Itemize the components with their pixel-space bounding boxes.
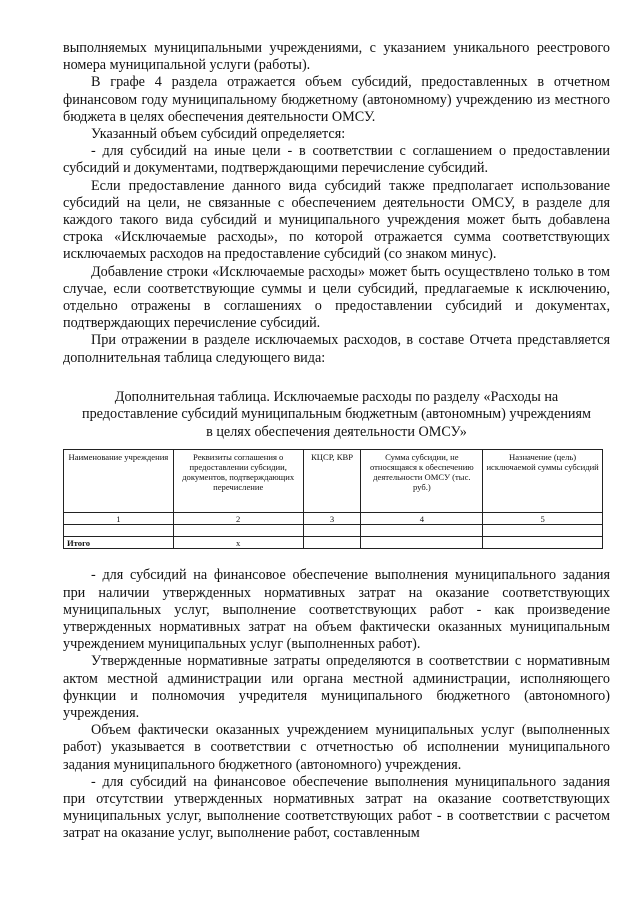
header-cell: Реквизиты соглашения о предоставлении субсидии, документов, подтверждающих перечисление [173, 450, 303, 513]
empty-cell [483, 537, 603, 549]
header-cell: Сумма субсидии, не относящаяся к обеспечению деятельности ОМСУ (тыс. руб.) [361, 450, 483, 513]
header-cell: КЦСР, КВР [303, 450, 361, 513]
column-number-cell: 5 [483, 513, 603, 525]
table-header-row [64, 450, 603, 513]
paragraph-normative-defined: Утвержденные нормативные затраты определяются в соответствии с нормативным актом местной администрации или органа местной администрации, исполняющего функции и полномочия учредителя муниципального бюджетного (автономного) учреждения. [63, 653, 610, 721]
paragraph-column-4: В графе 4 раздела отражается объем субсидий, предоставленных в отчетном финансовом году муниципальному бюджетному (автономному) учреждению из местного бюджета в целях обеспечения деятельности ОМСУ. [63, 74, 610, 125]
column-number-cell: 4 [361, 513, 483, 525]
paragraph-adding-row: Добавление строки «Исключаемые расходы» может быть осуществлено только в том случае, если соответствующие суммы и цели субсидий, предлагаемые к исключению, отдельно отражены в соглашениях о предоставлении субсидий и документах, подтверждающих перечисление субсидий. [63, 263, 610, 332]
header-cell: Назначение (цель) исключаемой суммы субсидий [483, 450, 603, 513]
paragraph-additional-table-intro: При отражении в разделе исключаемых расходов, в составе Отчета представляется дополнительная таблица следующего вида: [63, 332, 610, 366]
column-number-cell: 3 [303, 513, 361, 525]
table-caption-line: Дополнительная таблица. Исключаемые расходы по разделу «Расходы на [114, 388, 559, 405]
table-total-row [64, 537, 603, 549]
paragraph-actual-volume: Объем фактически оказанных учреждением муниципальных услуг (выполненных работ) указывается в соответствии с отчетностью об исполнении муниципального задания муниципального бюджетного (автономного) учреждения. [63, 722, 610, 773]
empty-cell [303, 525, 361, 537]
table-caption [63, 389, 610, 442]
column-number-cell: 1 [64, 513, 174, 525]
empty-cell [361, 537, 483, 549]
total-marker-cell: х [173, 537, 303, 549]
total-label-cell: Итого [64, 537, 174, 549]
header-cell: Наименование учреждения [64, 450, 174, 513]
empty-cell [483, 525, 603, 537]
excluded-expenses-table [63, 449, 603, 549]
paragraph-volume-defined: Указанный объем субсидий определяется: [91, 126, 346, 143]
table-empty-row [64, 525, 603, 537]
paragraph-excluded-expenses: Если предоставление данного вида субсидий также предполагает использование субсидий на цели, не связанные с обеспечением деятельности ОМСУ, в разделе для каждого такого вида субсидий и муниципального учреждения может быть добавлена строка «Исключаемые расходы», по которой отражается сумма соответствующих исключаемых расходов на предоставление субсидий (со знаком минус). [63, 177, 610, 263]
empty-cell [361, 525, 483, 537]
column-number-cell: 2 [173, 513, 303, 525]
empty-cell [64, 525, 174, 537]
paragraph-other-purposes: - для субсидий на иные цели - в соответствии с соглашением о предоставлении субсидий и документами, подтверждающими перечисление субсидий. [63, 143, 610, 177]
paragraph-normative-costs: - для субсидий на финансовое обеспечение выполнения муниципального задания при наличии утвержденных нормативных затрат на оказание соответствующих муниципальных услуг, выполнение соответствующих работ - как произведение утвержденных нормативных затрат на объем фактически оказанных муниципальным учреждением муниципальных услуг (выполненных работ). [63, 567, 610, 653]
paragraph-continuation: выполняемых муниципальными учреждениями, с указанием уникального реестрового номера муниципальной услуги (работы). [63, 40, 610, 74]
empty-cell [173, 525, 303, 537]
empty-cell [303, 537, 361, 549]
table-caption-line: предоставление субсидий муниципальным бюджетным (автономным) учреждениям [81, 406, 592, 423]
table-caption-line: в целях обеспечения деятельности ОМСУ» [206, 423, 467, 440]
paragraph-no-normative: - для субсидий на финансовое обеспечение выполнения муниципального задания при отсутствии утвержденных нормативных затрат на оказание соответствующих муниципальных услуг, выполнение соответствующих работ - в соответствии с расчетом затрат на оказание услуг, выполнение работ, составленным [63, 773, 610, 842]
table-number-row [64, 513, 603, 525]
